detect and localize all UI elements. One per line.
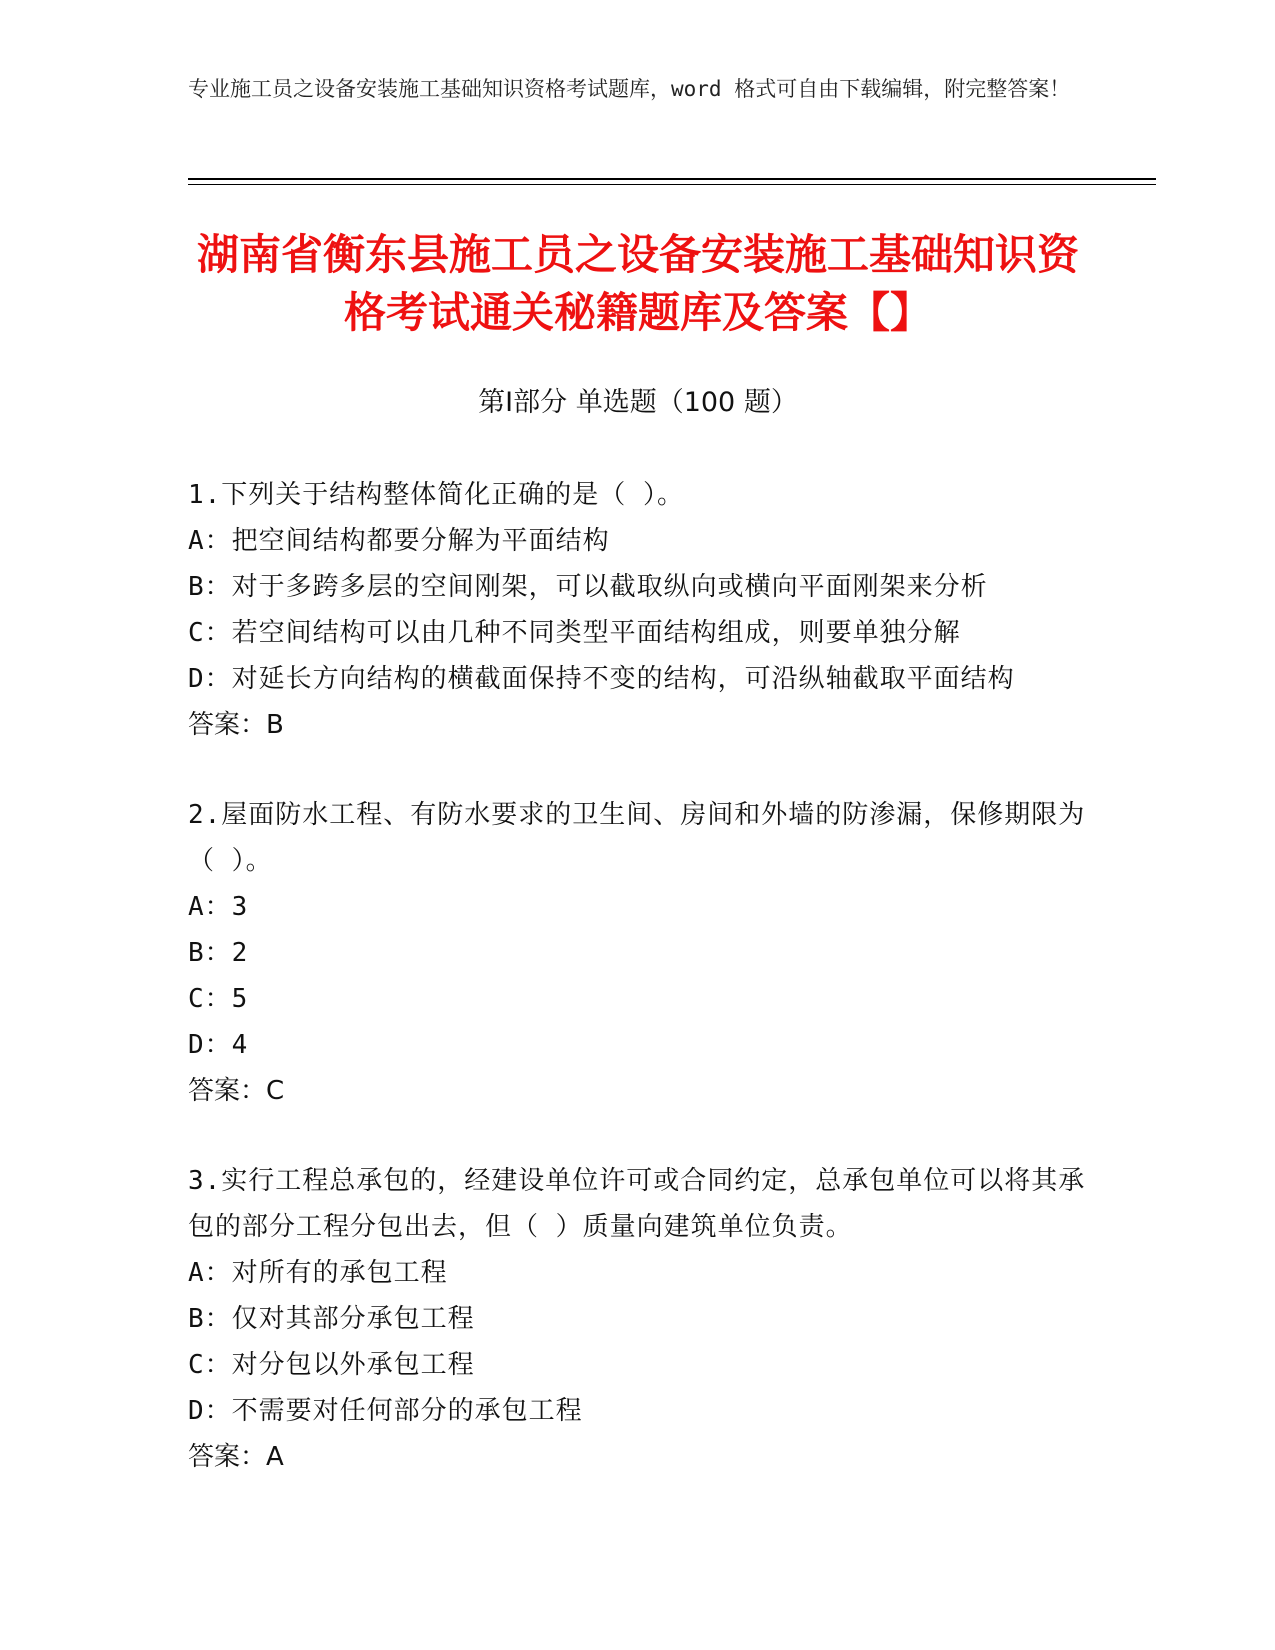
answer: 答案：B bbox=[188, 710, 284, 740]
header-note: 专业施工员之设备安装施工基础知识资格考试题库，word 格式可自由下载编辑，附完整答案！ bbox=[188, 77, 1071, 101]
option-b: B：仅对其部分承包工程 bbox=[188, 1304, 475, 1334]
option-c: C：对分包以外承包工程 bbox=[188, 1350, 475, 1380]
option-a: A：3 bbox=[188, 892, 249, 922]
answer: 答案：C bbox=[188, 1076, 285, 1106]
section-heading: 第Ⅰ部分 单选题（100 题） bbox=[478, 387, 798, 418]
question-1 bbox=[188, 472, 1088, 748]
question-stem: 2.屋面防水工程、有防水要求的卫生间、房间和外墙的防渗漏，保修期限为（ ）。 bbox=[188, 800, 1086, 876]
option-c: C：若空间结构可以由几种不同类型平面结构组成，则要单独分解 bbox=[188, 618, 961, 648]
option-b: B：对于多跨多层的空间刚架，可以截取纵向或横向平面刚架来分析 bbox=[188, 572, 988, 602]
answer: 答案：A bbox=[188, 1442, 284, 1472]
option-d: D：对延长方向结构的横截面保持不变的结构，可沿纵轴截取平面结构 bbox=[188, 664, 1015, 694]
question-list bbox=[188, 472, 1088, 1524]
option-a: A：把空间结构都要分解为平面结构 bbox=[188, 526, 610, 556]
question-stem: 3.实行工程总承包的，经建设单位许可或合同约定，总承包单位可以将其承包的部分工程分包出去，但（ ）质量向建筑单位负责。 bbox=[188, 1166, 1086, 1242]
option-d: D：4 bbox=[188, 1030, 249, 1060]
option-c: C：5 bbox=[188, 984, 249, 1014]
document-title: 湖南省衡东县施工员之设备安装施工基础知识资格考试通关秘籍题库及答案【】 bbox=[196, 230, 1079, 337]
question-2 bbox=[188, 792, 1088, 1114]
header-rule-thin bbox=[188, 184, 1156, 185]
header-rule-thick bbox=[188, 178, 1156, 180]
option-a: A：对所有的承包工程 bbox=[188, 1258, 448, 1288]
question-stem: 1.下列关于结构整体简化正确的是（ ）。 bbox=[188, 480, 684, 510]
question-3 bbox=[188, 1158, 1088, 1480]
option-b: B：2 bbox=[188, 938, 249, 968]
option-d: D：不需要对任何部分的承包工程 bbox=[188, 1396, 583, 1426]
